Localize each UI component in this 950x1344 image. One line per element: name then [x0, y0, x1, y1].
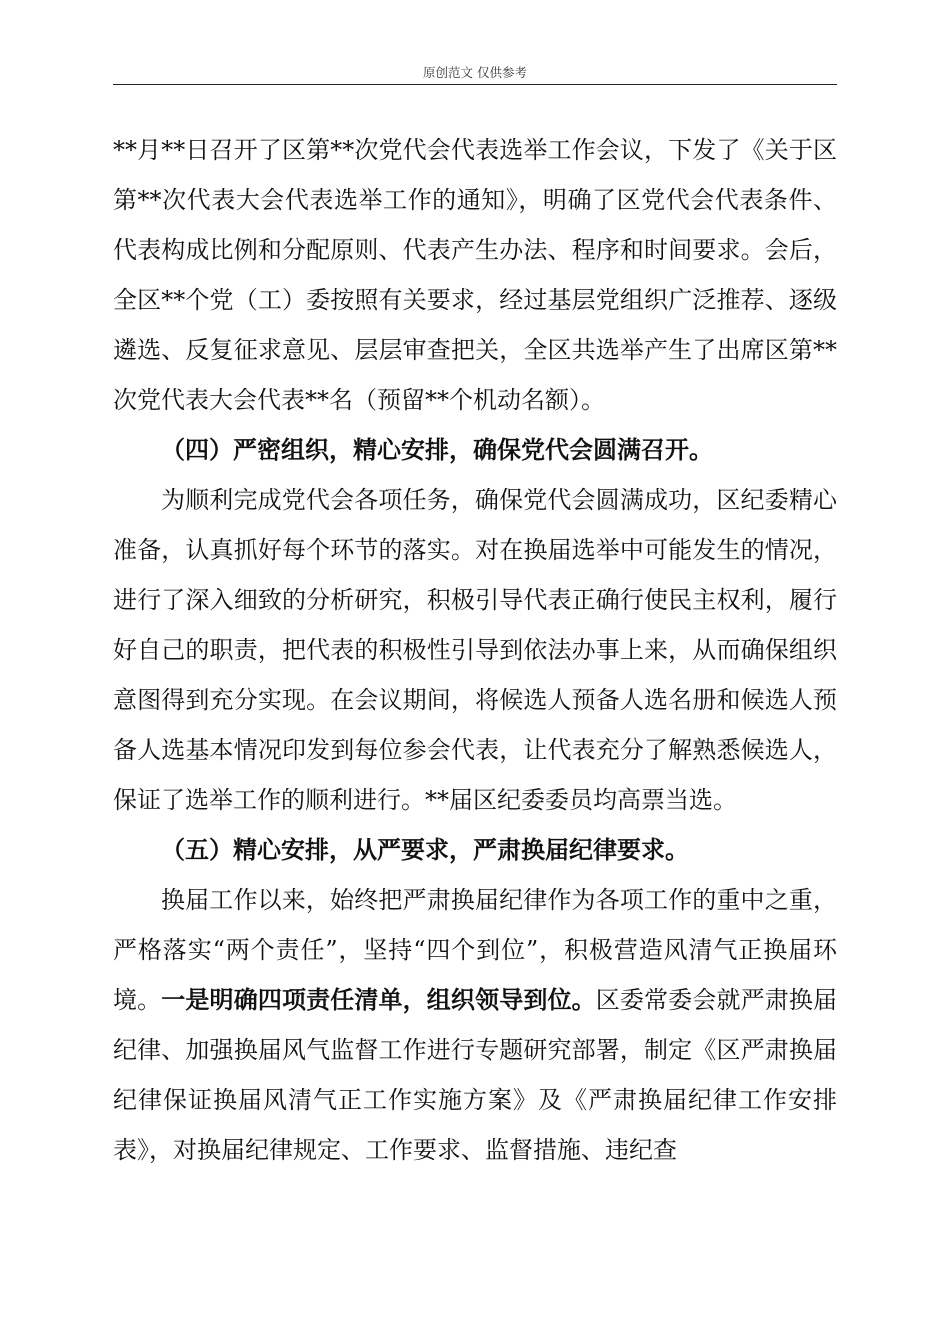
paragraph-election-discipline	[113, 875, 837, 1175]
discipline-detail-text: 区委常委会就严肃换届纪律、加强换届风气监督工作进行专题研究部署，制定《区严肃换届纪律保证换届风清气正工作实施方案》及《严肃换届纪律工作安排表》，对换届纪律规定、工作要求、监督措施、违纪查	[113, 986, 838, 1164]
responsibility-list-bold-text: 一是明确四项责任清单，组织领导到位。	[161, 985, 596, 1014]
document-body	[113, 125, 837, 1175]
paragraph-congress-organization: 为顺利完成党代会各项任务，确保党代会圆满成功，区纪委精心准备，认真抓好每个环节的落实。对在换届选举中可能发生的情况，进行了深入细致的分析研究，积极引导代表正确行使民主权利，履行好自己的职责，把代表的积极性引导到依法办事上来，从而确保组织意图得到充分实现。在会议期间，将候选人预备人选名册和候选人预备人选基本情况印发到每位参会代表，让代表充分了解熟悉候选人，保证了选举工作的顺利进行。**届区纪委委员均高票当选。	[113, 486, 837, 814]
discipline-intro-text: 换届工作以来，始终把严肃换届纪律作为各项工作的重中之重，严格落实“两个责任”，坚持“四个到位”，积极营造风清气正换届环境。	[113, 886, 837, 1014]
section-heading-five: （五）精心安排，从严要求，严肃换届纪律要求。	[161, 835, 689, 864]
header-text: 原创范文 仅供参考	[423, 65, 527, 80]
page-header	[113, 64, 837, 85]
paragraph-representative-election: **月**日召开了区第**次党代会代表选举工作会议，下发了《关于区第**次代表大会代表选举工作的通知》，明确了区党代会代表条件、代表构成比例和分配原则、代表产生办法、程序和时间要求。会后，全区**个党（工）委按照有关要求，经过基层党组织广泛推荐、逐级遴选、反复征求意见、层层审查把关，全区共选举产生了出席区第**次党代表大会代表**名（预留**个机动名额）。	[113, 136, 837, 414]
section-heading-four: （四）严密组织，精心安排，确保党代会圆满召开。	[161, 435, 713, 464]
